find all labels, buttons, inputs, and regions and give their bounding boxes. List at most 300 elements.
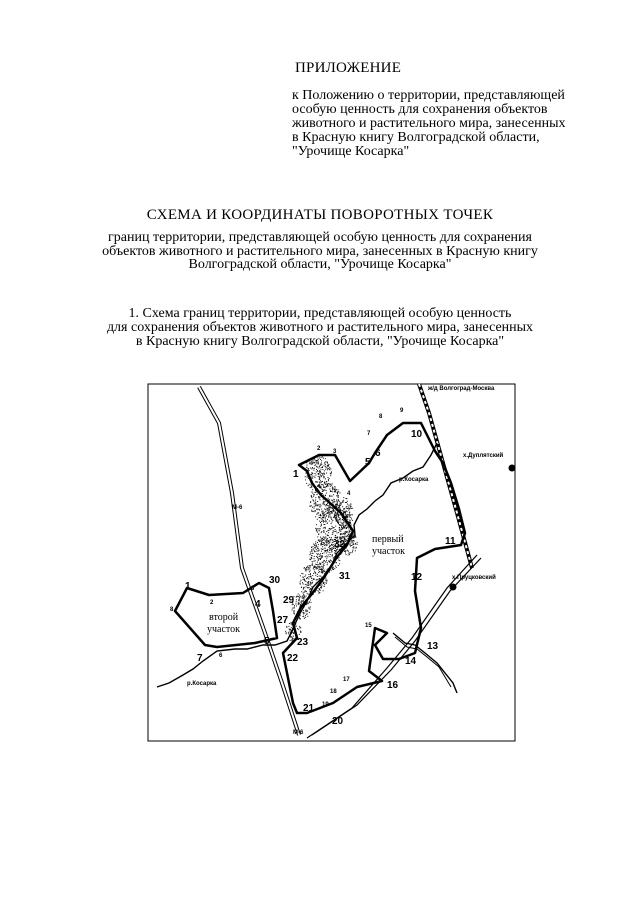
forest-dot <box>327 523 328 524</box>
forest-dot <box>329 507 330 508</box>
point-label: 4 <box>347 491 351 497</box>
forest-dot <box>306 569 307 570</box>
forest-dot <box>332 500 333 501</box>
forest-dot <box>330 496 331 497</box>
forest-dot <box>323 566 324 567</box>
forest-dot <box>311 555 312 556</box>
forest-dot <box>320 515 321 516</box>
forest-dot <box>326 504 327 505</box>
forest-dot <box>318 567 319 568</box>
forest-dot <box>318 570 319 571</box>
forest-dot <box>331 560 332 561</box>
forest-dot <box>326 558 327 559</box>
forest-dot <box>293 636 294 637</box>
forest-dot <box>347 516 348 517</box>
forest-dot <box>324 524 325 525</box>
forest-dot <box>306 591 307 592</box>
forest-dot <box>288 632 289 633</box>
forest-dot <box>321 511 322 512</box>
forest-dot <box>296 601 297 602</box>
forest-dot <box>311 551 312 552</box>
forest-dot <box>320 541 321 542</box>
forest-dot <box>315 497 316 498</box>
village-prutskovskiy-label: х.Пруцковский <box>452 575 496 581</box>
forest-dot <box>317 457 318 458</box>
forest-dot <box>348 510 349 511</box>
forest-dot <box>316 549 317 550</box>
forest-dot <box>351 518 352 519</box>
forest-dot <box>313 544 314 545</box>
forest-dot <box>327 503 328 504</box>
forest-dot <box>318 459 319 460</box>
forest-dot <box>311 511 312 512</box>
forest-dot <box>331 519 332 520</box>
forest-dot <box>312 467 313 468</box>
forest-dot <box>318 485 319 486</box>
forest-dot <box>321 548 322 549</box>
forest-dot <box>335 562 336 563</box>
forest-dot <box>315 560 316 561</box>
forest-dot <box>345 551 346 552</box>
forest-dot <box>338 565 339 566</box>
forest-dot <box>307 616 308 617</box>
forest-dot <box>326 544 327 545</box>
forest-dot <box>300 619 301 620</box>
forest-dot <box>326 481 327 482</box>
forest-dot <box>318 551 319 552</box>
forest-dot <box>324 465 325 466</box>
forest-dot <box>316 466 317 467</box>
forest-dot <box>289 629 290 630</box>
forest-dot <box>323 528 324 529</box>
second-point-label: 2 <box>210 600 214 606</box>
forest-dot <box>318 463 319 464</box>
forest-dot <box>346 532 347 533</box>
forest-dot <box>316 567 317 568</box>
forest-dot <box>348 551 349 552</box>
forest-dot <box>335 518 336 519</box>
forest-dot <box>310 570 311 571</box>
forest-dot <box>326 493 327 494</box>
forest-dot <box>322 544 323 545</box>
forest-dot <box>312 575 313 576</box>
forest-dot <box>319 466 320 467</box>
forest-dot <box>302 577 303 578</box>
forest-dot <box>298 603 299 604</box>
forest-dot <box>296 599 297 600</box>
forest-dot <box>309 567 310 568</box>
forest-dot <box>320 559 321 560</box>
forest-dot <box>342 528 343 529</box>
forest-dot <box>330 491 331 492</box>
forest-dot <box>303 594 304 595</box>
forest-dot <box>345 553 346 554</box>
forest-dot <box>305 575 306 576</box>
forest-dot <box>321 457 322 458</box>
forest-dot <box>325 520 326 521</box>
forest-dot <box>329 521 330 522</box>
section-heading <box>0 307 640 349</box>
forest-dot <box>332 555 333 556</box>
forest-dot <box>331 485 332 486</box>
forest-dot <box>332 488 333 489</box>
forest-dot <box>310 553 311 554</box>
forest-dot <box>310 468 311 469</box>
forest-dot <box>307 566 308 567</box>
forest-dot <box>324 527 325 528</box>
forest-dot <box>330 511 331 512</box>
forest-dot <box>323 561 324 562</box>
road-label-top: М-6 <box>232 505 243 511</box>
forest-dot <box>350 505 351 506</box>
forest-dot <box>326 531 327 532</box>
forest-dot <box>325 561 326 562</box>
forest-dot <box>330 516 331 517</box>
forest-dot <box>300 631 301 632</box>
forest-dot <box>294 608 295 609</box>
forest-dot <box>322 493 323 494</box>
forest-dot <box>327 465 328 466</box>
forest-dot <box>324 548 325 549</box>
forest-dot <box>321 482 322 483</box>
forest-dot <box>306 568 307 569</box>
forest-dot <box>293 633 294 634</box>
forest-dot <box>325 478 326 479</box>
forest-dot <box>315 573 316 574</box>
forest-dot <box>328 509 329 510</box>
forest-dot <box>311 557 312 558</box>
forest-dot <box>322 546 323 547</box>
forest-dot <box>304 618 305 619</box>
forest-dot <box>319 569 320 570</box>
forest-dot <box>309 608 310 609</box>
forest-dot <box>325 518 326 519</box>
forest-dot <box>327 512 328 513</box>
forest-dot <box>320 464 321 465</box>
forest-dot <box>298 629 299 630</box>
forest-dot <box>313 501 314 502</box>
forest-dot <box>331 500 332 501</box>
forest-dot <box>352 508 353 509</box>
forest-dot <box>326 580 327 581</box>
forest-dot <box>338 500 339 501</box>
forest-dot <box>333 509 334 510</box>
forest-dot <box>345 512 346 513</box>
forest-dot <box>315 575 316 576</box>
forest-dot <box>301 573 302 574</box>
forest-dot <box>318 560 319 561</box>
point-label: 12 <box>411 572 423 583</box>
forest-dot <box>323 515 324 516</box>
forest-dot <box>319 541 320 542</box>
forest-dot <box>299 627 300 628</box>
forest-dot <box>353 542 354 543</box>
forest-dot <box>328 464 329 465</box>
forest-dot <box>310 463 311 464</box>
subtitle-line: границ территории, представляющей особую ценность для сохранения <box>108 230 532 245</box>
forest-dot <box>318 591 319 592</box>
forest-dot <box>346 502 347 503</box>
forest-dot <box>310 462 311 463</box>
forest-dot <box>325 536 326 537</box>
forest-dot <box>329 509 330 510</box>
forest-dot <box>311 486 312 487</box>
forest-dot <box>302 596 303 597</box>
second-point-label: 1 <box>185 581 191 592</box>
forest-dot <box>321 555 322 556</box>
forest-dot <box>330 484 331 485</box>
forest-dot <box>355 550 356 551</box>
forest-dot <box>341 503 342 504</box>
point-label: 14 <box>405 656 417 667</box>
forest-dot <box>318 540 319 541</box>
forest-dot <box>314 550 315 551</box>
forest-dot <box>333 502 334 503</box>
forest-dot <box>319 477 320 478</box>
point-label: 29 <box>283 595 295 606</box>
forest-dot <box>303 593 304 594</box>
forest-dot <box>349 531 350 532</box>
forest-dot <box>343 526 344 527</box>
forest-dot <box>305 479 306 480</box>
forest-dot <box>316 505 317 506</box>
forest-dot <box>339 517 340 518</box>
forest-dot <box>294 605 295 606</box>
forest-dot <box>335 531 336 532</box>
forest-dot <box>357 544 358 545</box>
forest-dot <box>319 468 320 469</box>
forest-dot <box>303 573 304 574</box>
forest-dot <box>327 468 328 469</box>
forest-dot <box>318 474 319 475</box>
forest-dot <box>328 551 329 552</box>
forest-dot <box>345 512 346 513</box>
forest-dot <box>307 476 308 477</box>
forest-dot <box>305 610 306 611</box>
appendix-line: к Положению о территории, представляющей <box>292 88 565 103</box>
forest-dot <box>320 504 321 505</box>
forest-dot <box>320 553 321 554</box>
forest-dot <box>323 530 324 531</box>
forest-dot <box>322 542 323 543</box>
forest-dot <box>345 536 346 537</box>
forest-dot <box>312 473 313 474</box>
forest-dot <box>336 520 337 521</box>
forest-dot <box>323 531 324 532</box>
forest-dot <box>290 640 291 641</box>
forest-dot <box>308 567 309 568</box>
appendix-text <box>292 89 592 159</box>
forest-dot <box>332 512 333 513</box>
forest-dot <box>336 518 337 519</box>
forest-dot <box>319 482 320 483</box>
forest-dot <box>336 567 337 568</box>
forest-dot <box>321 473 322 474</box>
forest-dot <box>316 471 317 472</box>
appendix-line: "Урочище Косарка" <box>292 144 410 159</box>
forest-dot <box>320 558 321 559</box>
forest-dot <box>314 558 315 559</box>
forest-dot <box>325 556 326 557</box>
forest-dot <box>330 529 331 530</box>
forest-dot <box>316 461 317 462</box>
forest-dot <box>328 498 329 499</box>
forest-dot <box>322 489 323 490</box>
forest-dot <box>299 634 300 635</box>
forest-dot <box>329 467 330 468</box>
forest-dot <box>294 607 295 608</box>
forest-dot <box>315 564 316 565</box>
point-label: 13 <box>427 641 439 652</box>
forest-dot <box>311 510 312 511</box>
forest-dot <box>314 494 315 495</box>
forest-dot <box>324 563 325 564</box>
forest-dot <box>343 523 344 524</box>
forest-dot <box>322 571 323 572</box>
forest-dot <box>321 463 322 464</box>
forest-dot <box>316 556 317 557</box>
forest-dot <box>351 504 352 505</box>
forest-dot <box>322 473 323 474</box>
forest-dot <box>315 503 316 504</box>
forest-dot <box>315 516 316 517</box>
forest-dot <box>318 544 319 545</box>
forest-dot <box>329 514 330 515</box>
forest-dot <box>339 515 340 516</box>
forest-dot <box>310 565 311 566</box>
forest-dot <box>325 495 326 496</box>
forest-dot <box>323 582 324 583</box>
forest-dot <box>330 514 331 515</box>
forest-dot <box>319 458 320 459</box>
forest-dot <box>335 551 336 552</box>
forest-dot <box>319 592 320 593</box>
forest-dot <box>309 571 310 572</box>
forest-dot <box>318 505 319 506</box>
forest-dot <box>323 477 324 478</box>
forest-dot <box>295 603 296 604</box>
forest-dot <box>321 464 322 465</box>
forest-dot <box>314 506 315 507</box>
forest-dot <box>316 551 317 552</box>
forest-dot <box>325 578 326 579</box>
forest-dot <box>318 476 319 477</box>
forest-dot <box>290 623 291 624</box>
forest-dot <box>324 538 325 539</box>
forest-dot <box>331 537 332 538</box>
second-point-label: 5 <box>264 636 270 647</box>
forest-dot <box>347 501 348 502</box>
forest-dot <box>305 584 306 585</box>
forest-dot <box>336 517 337 518</box>
forest-dot <box>320 576 321 577</box>
forest-dot <box>352 547 353 548</box>
forest-dot <box>323 476 324 477</box>
forest-dot <box>331 570 332 571</box>
forest-dot <box>313 476 314 477</box>
forest-dot <box>305 581 306 582</box>
forest-dot <box>331 518 332 519</box>
forest-dot <box>342 536 343 537</box>
forest-dot <box>306 610 307 611</box>
forest-dot <box>308 585 309 586</box>
forest-dot <box>313 546 314 547</box>
forest-dot <box>300 602 301 603</box>
forest-dot <box>310 502 311 503</box>
forest-dot <box>328 505 329 506</box>
forest-dot <box>343 509 344 510</box>
forest-dot <box>353 540 354 541</box>
forest-dot <box>339 508 340 509</box>
forest-dot <box>305 615 306 616</box>
forest-dot <box>327 535 328 536</box>
forest-dot <box>316 460 317 461</box>
forest-dot <box>317 557 318 558</box>
forest-dot <box>330 486 331 487</box>
forest-dot <box>323 501 324 502</box>
forest-dot <box>328 486 329 487</box>
forest-dot <box>339 509 340 510</box>
forest-dot <box>353 544 354 545</box>
forest-dot <box>352 551 353 552</box>
forest-dot <box>297 628 298 629</box>
forest-dot <box>324 504 325 505</box>
forest-dot <box>320 469 321 470</box>
forest-dot <box>343 513 344 514</box>
forest-dot <box>323 485 324 486</box>
forest-dot <box>307 603 308 604</box>
forest-dot <box>306 578 307 579</box>
forest-dot <box>310 506 311 507</box>
appendix-line: животного и растительного мира, занесенных <box>292 116 566 131</box>
forest-dot <box>313 470 314 471</box>
forest-dot <box>316 463 317 464</box>
forest-dot <box>318 497 319 498</box>
forest-dot <box>325 528 326 529</box>
forest-dot <box>328 532 329 533</box>
forest-dot <box>337 501 338 502</box>
forest-dot <box>323 517 324 518</box>
forest-dot <box>313 567 314 568</box>
forest-dot <box>350 544 351 545</box>
forest-dot <box>310 582 311 583</box>
forest-dot <box>315 475 316 476</box>
forest-dot <box>288 626 289 627</box>
forest-dot <box>332 487 333 488</box>
forest-dot <box>332 545 333 546</box>
forest-dot <box>310 576 311 577</box>
forest-dot <box>329 495 330 496</box>
forest-dot <box>349 517 350 518</box>
forest-dot <box>330 475 331 476</box>
forest-dot <box>344 527 345 528</box>
forest-dot <box>329 548 330 549</box>
forest-dot <box>339 506 340 507</box>
forest-dot <box>299 597 300 598</box>
forest-dot <box>322 553 323 554</box>
forest-dot <box>324 571 325 572</box>
forest-dot <box>329 489 330 490</box>
forest-dot <box>339 525 340 526</box>
forest-dot <box>330 513 331 514</box>
second-point-label: 7 <box>197 653 203 664</box>
forest-dot <box>320 522 321 523</box>
forest-dot <box>311 464 312 465</box>
forest-dot <box>323 520 324 521</box>
forest-dot <box>308 569 309 570</box>
forest-dot <box>321 538 322 539</box>
forest-dot <box>348 505 349 506</box>
